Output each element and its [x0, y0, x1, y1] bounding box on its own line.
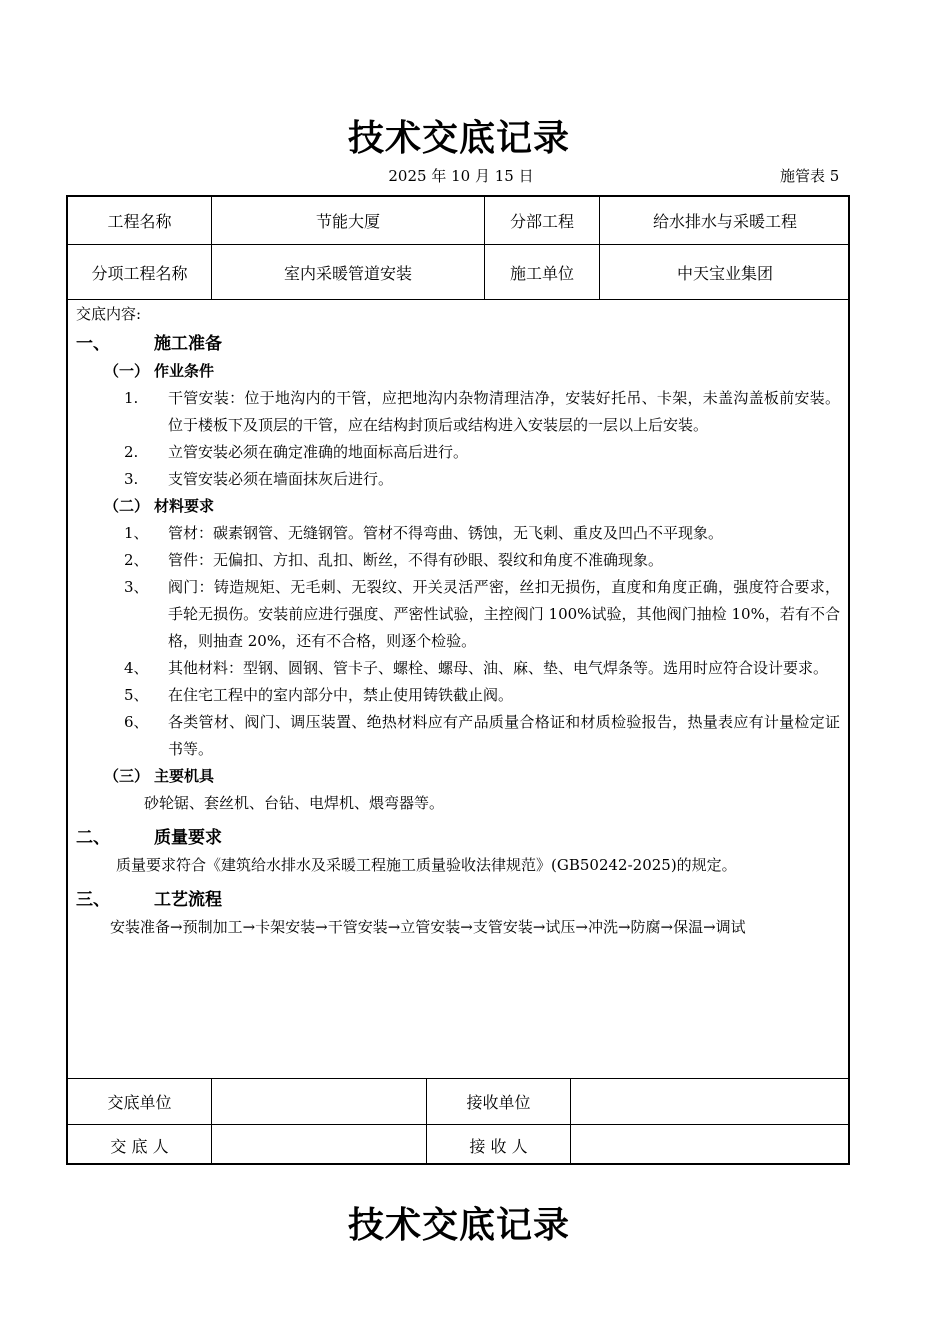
- item-number: 3、: [124, 578, 149, 596]
- next-page-title: 技术交底记录: [347, 1205, 570, 1246]
- content-label: 交底内容:: [76, 305, 142, 323]
- section-number: 二、: [76, 828, 110, 848]
- item-text: 在住宅工程中的室内部分中，禁止使用铸铁截止阀。: [168, 686, 514, 704]
- section-number: 一、: [76, 334, 110, 354]
- project-name-value: 节能大厦: [315, 212, 380, 231]
- list-item: [76, 520, 840, 547]
- item-name-label: 分项工程名称: [91, 263, 188, 283]
- issuer-field[interactable]: [212, 1125, 426, 1165]
- item-text: 阀门：铸造规矩、无毛刺、无裂纹、开关灵活严密，丝扣无损伤，直度和角度正确，强度符合要求，手轮无损伤。安装前应进行强度、严密性试验，主控阀门 100%试验，其他阀门抽检 10%，若有不合格，则抽查 20%，还有不合格，则逐个检验。: [168, 578, 840, 650]
- item-number: 2、: [124, 551, 149, 569]
- contractor-value: 中天宝业集团: [676, 263, 773, 283]
- subsection-title: 材料要求: [154, 497, 215, 515]
- receiver-field[interactable]: [571, 1125, 850, 1165]
- item-number: 6、: [124, 713, 149, 731]
- list-item: [76, 682, 840, 709]
- item-text: 其他材料：型钢、圆钢、管卡子、螺栓、螺母、油、麻、垫、电气焊条等。选用时应符合设计要求。: [168, 659, 829, 677]
- subsection-heading: [76, 493, 840, 520]
- item-text: 立管安装必须在确定准确的地面标高后进行。: [168, 443, 469, 461]
- contractor-label: 施工单位: [509, 263, 574, 283]
- receiver-label: 接 收 人: [469, 1136, 528, 1156]
- receiver-unit-field[interactable]: [571, 1079, 850, 1124]
- list-item: [76, 547, 840, 574]
- content-area: [76, 301, 840, 941]
- issuer-unit-label: 交底单位: [107, 1093, 172, 1112]
- record-form: [66, 195, 850, 1165]
- page-title: 技术交底记录: [347, 118, 570, 159]
- section-number: 三、: [76, 890, 110, 910]
- item-text: 管件：无偏扣、方扣、乱扣、断丝，不得有砂眼、裂纹和角度不准确现象。: [168, 551, 664, 569]
- section-heading: [76, 887, 840, 914]
- issuer-unit-field[interactable]: [212, 1079, 426, 1124]
- list-item: [76, 439, 840, 466]
- date: 2025 年 10 月 15 日: [388, 167, 534, 185]
- list-item: [76, 655, 840, 682]
- subsection-number: （一）: [104, 362, 150, 380]
- list-item: [76, 709, 840, 763]
- sub-project-value: 给水排水与采暖工程: [652, 212, 797, 231]
- section-heading: [76, 825, 840, 852]
- item-number: 1、: [124, 524, 149, 542]
- subsection-title: 作业条件: [154, 362, 215, 380]
- subsection-heading: [76, 358, 840, 385]
- item-text: 干管安装：位于地沟内的干管，应把地沟内杂物清理洁净，安装好托吊、卡架，未盖沟盖板前安装。位于楼板下及顶层的干管，应在结构封顶后或结构进入安装层的一层以上后安装。: [168, 389, 840, 434]
- receiver-unit-label: 接收单位: [466, 1093, 531, 1112]
- list-item: [76, 574, 840, 655]
- sub-project-label: 分部工程: [509, 212, 574, 231]
- list-item: [76, 466, 840, 493]
- section-title: 工艺流程: [154, 890, 222, 910]
- item-number: 5、: [124, 686, 149, 704]
- quality-text: 质量要求符合《建筑给水排水及采暖工程施工质量验收法律规范》(GB50242-2025)的规定。: [116, 856, 737, 874]
- section-heading: [76, 331, 840, 358]
- item-number: 4、: [124, 659, 149, 677]
- item-name-value: 室内采暖管道安装: [283, 263, 412, 283]
- subsection-number: （二）: [104, 497, 150, 515]
- section-title: 施工准备: [154, 334, 222, 354]
- item-number: 1.: [124, 389, 139, 407]
- process-flow-text: 安装准备→预制加工→卡架安装→干管安装→立管安装→支管安装→试压→冲洗→防腐→保温→调试: [110, 918, 746, 936]
- tools-text: 砂轮锯、套丝机、台钻、电焊机、煨弯器等。: [144, 794, 445, 812]
- item-text: 支管安装必须在墙面抹灰后进行。: [168, 470, 394, 488]
- subsection-title: 主要机具: [154, 767, 215, 785]
- form-number: 施管表 5: [780, 167, 840, 185]
- item-text: 管材：碳素钢管、无缝钢管。管材不得弯曲、锈蚀，无飞刺、重皮及凹凸不平现象。: [168, 524, 724, 542]
- item-number: 3.: [124, 470, 139, 488]
- item-text: 各类管材、阀门、调压装置、绝热材料应有产品质量合格证和材质检验报告，热量表应有计量检定证书等。: [168, 713, 840, 758]
- section-title: 质量要求: [154, 828, 222, 848]
- subsection-number: （三）: [104, 767, 150, 785]
- item-number: 2.: [124, 443, 139, 461]
- subsection-heading: [76, 763, 840, 790]
- list-item: [76, 385, 840, 439]
- issuer-label: 交 底 人: [110, 1136, 169, 1156]
- project-name-label: 工程名称: [107, 212, 172, 231]
